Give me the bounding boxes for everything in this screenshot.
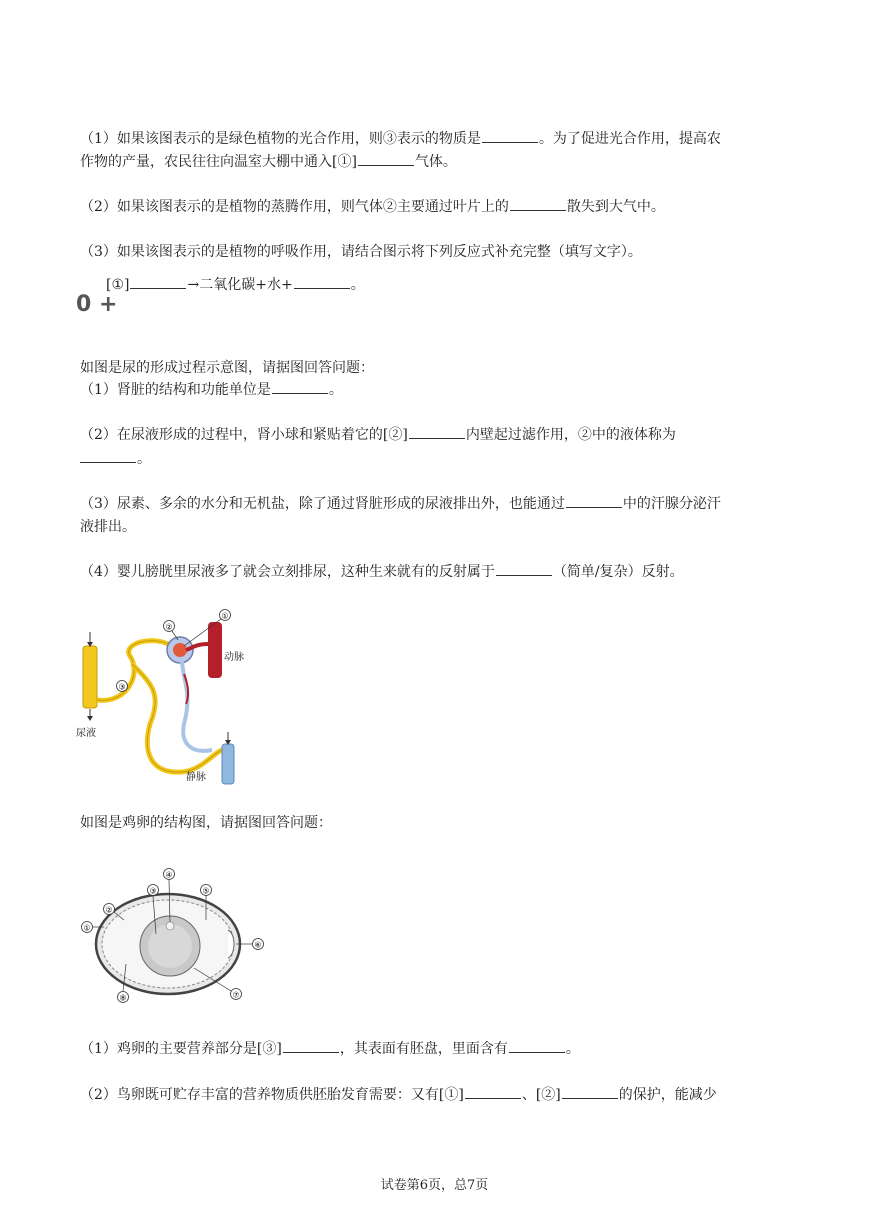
text: （3）如果该图表示的是植物的呼吸作用，请结合图示将下列反应式补充完整（填写文字）。 <box>80 244 642 260</box>
renal-tubule-outline <box>97 641 172 701</box>
label-1: ① <box>83 923 91 933</box>
text: （1）鸡卵的主要营养部分是[③] <box>80 1041 282 1057</box>
blank[interactable] <box>80 448 136 463</box>
label-4: ④ <box>165 870 173 880</box>
text: （2）鸟卵既可贮存丰富的营养物质供胚胎发育需要：又有[①] <box>80 1087 464 1103</box>
text: 气体。 <box>414 154 457 170</box>
loop-of-henle <box>132 664 222 772</box>
blank[interactable] <box>566 493 622 508</box>
label-3: ③ <box>118 682 126 692</box>
blank[interactable] <box>294 274 350 289</box>
blank[interactable] <box>509 1038 565 1053</box>
vein <box>222 744 234 784</box>
q2-line3b: 液排出。 <box>80 519 136 535</box>
blank[interactable] <box>482 128 538 143</box>
text: 、[②] <box>521 1087 561 1103</box>
arrow-head-icon <box>87 716 93 721</box>
text: （4）婴儿膀胱里尿液多了就会立刻排尿，这种生来就有的反射属于 <box>80 564 495 580</box>
label-1: ① <box>221 611 229 621</box>
text: （2）如果该图表示的是植物的蒸腾作用，则气体②主要通过叶片上的 <box>80 199 509 215</box>
q1-line3 <box>80 196 790 218</box>
label-8: ⑧ <box>119 993 127 1003</box>
text: 内壁起过滤作用，②中的液体称为 <box>465 427 676 443</box>
text: （1）如果该图表示的是绿色植物的光合作用，则③表示的物质是 <box>80 131 481 147</box>
label-3: ③ <box>149 886 157 896</box>
label-6: ⑥ <box>254 940 262 950</box>
label-7: ⑦ <box>232 990 240 1000</box>
text: （1）肾脏的结构和功能单位是 <box>80 382 271 398</box>
germinal-disc <box>166 922 174 930</box>
text: 中的汗腺分泌汗 <box>622 496 721 512</box>
text: 。 <box>328 382 343 398</box>
text: 。 <box>565 1041 580 1057</box>
q2-line3 <box>80 493 790 515</box>
text: 作物的产量，农民往往向温室大棚中通入[①] <box>80 154 357 170</box>
text: 。 <box>350 277 365 293</box>
text: 散失到大气中。 <box>566 199 665 215</box>
capillary <box>182 662 212 751</box>
stray-glyph: 0 + <box>76 292 118 317</box>
q3-line2 <box>80 1084 790 1106</box>
blank[interactable] <box>272 379 328 394</box>
q2-intro: 如图是尿的形成过程示意图，请据图回答问题： <box>80 360 374 376</box>
vein-label: 静脉 <box>186 772 206 783</box>
blank[interactable] <box>283 1038 339 1053</box>
q2-line1 <box>80 379 790 401</box>
urine-label: 尿液 <box>76 728 96 739</box>
blank[interactable] <box>496 561 552 576</box>
blank[interactable] <box>130 274 186 289</box>
blank[interactable] <box>409 424 465 439</box>
blank[interactable] <box>465 1084 521 1099</box>
artery <box>208 622 222 678</box>
text: （简单/复杂）反射。 <box>552 564 684 580</box>
q1-equation <box>106 274 816 296</box>
page-footer: 试卷第6页，总7页 <box>380 1178 489 1193</box>
q2-line4 <box>80 561 790 583</box>
text: （2）在尿液形成的过程中，肾小球和紧贴着它的[②] <box>80 427 408 443</box>
text: 。为了促进光合作用，提高农 <box>538 131 721 147</box>
q3-intro: 如图是鸡卵的结构图，请据图回答问题： <box>80 815 332 831</box>
blank[interactable] <box>358 151 414 166</box>
text: （3）尿素、多余的水分和无机盐，除了通过肾脏形成的尿液排出外，也能通过 <box>80 496 565 512</box>
q2-line2b <box>80 448 790 470</box>
label-2: ② <box>105 905 113 915</box>
artery-label: 动脉 <box>224 652 244 663</box>
label-2: ② <box>165 622 173 632</box>
text: [①] <box>106 277 130 293</box>
text: 的保护，能减少 <box>618 1087 717 1103</box>
yolk-inner <box>148 924 192 968</box>
q1-line1 <box>80 128 790 150</box>
blank[interactable] <box>510 196 566 211</box>
blank[interactable] <box>562 1084 618 1099</box>
collecting-duct <box>83 646 97 708</box>
urine-formation-figure <box>72 604 252 788</box>
egg-structure-figure <box>78 864 268 1004</box>
q1-line4 <box>80 241 790 263</box>
q3-line1 <box>80 1038 790 1060</box>
text: 。 <box>137 451 151 467</box>
text: ，其表面有胚盘，里面含有 <box>339 1041 508 1057</box>
q1-line2 <box>80 151 790 173</box>
q2-line2 <box>80 424 790 446</box>
label-5: ⑤ <box>202 886 210 896</box>
text: →二氧化碳+水+ <box>187 277 293 293</box>
